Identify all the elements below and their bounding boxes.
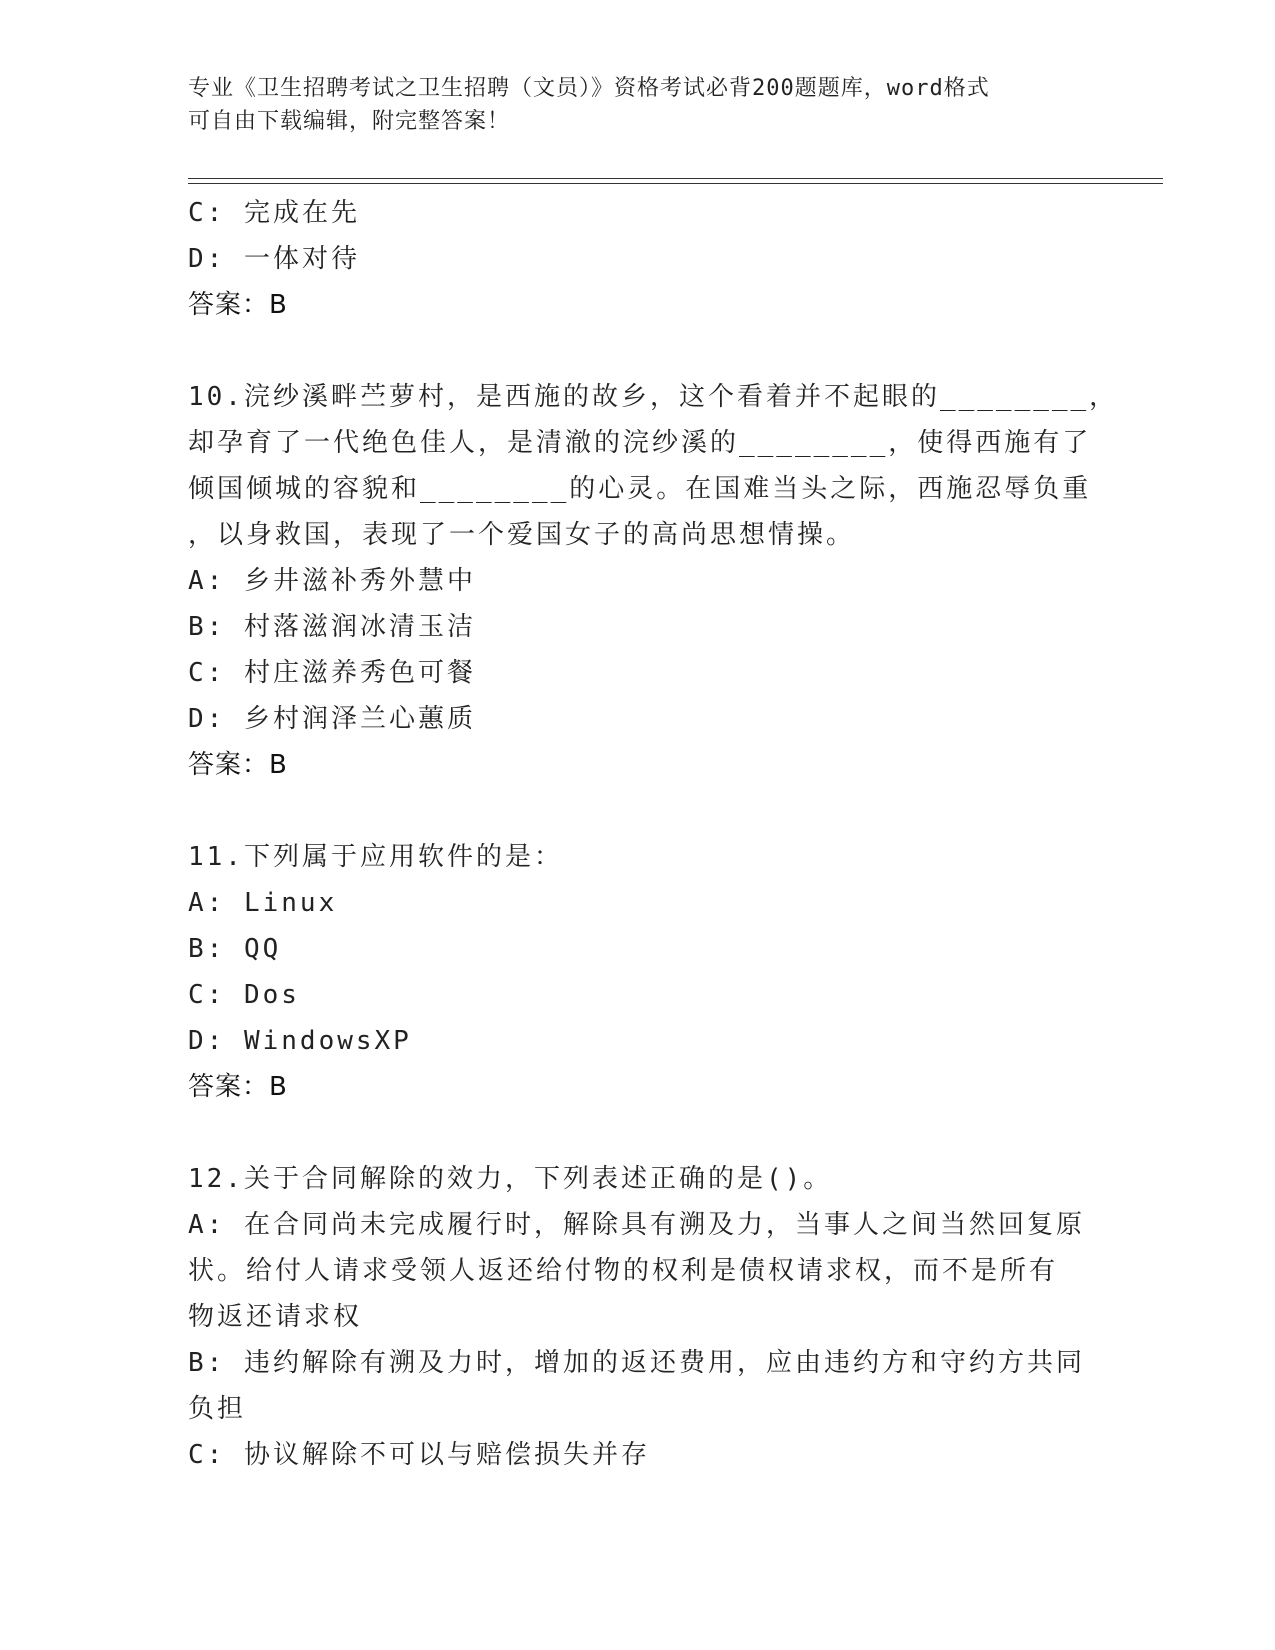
question-10 [188,374,1168,788]
question-content [188,190,1168,1478]
option-d: D: 乡村润泽兰心蕙质 [188,704,476,734]
question-stem: 12.关于合同解除的效力，下列表述正确的是()。 [188,1164,833,1194]
option-c: C: Dos [188,980,300,1010]
option-b: B: QQ [188,934,282,964]
answer-line: 答案：B [188,290,288,320]
option-c: C: 村庄滋养秀色可餐 [188,658,476,688]
option-d: D: 一体对待 [188,244,360,274]
question-stem: 11.下列属于应用软件的是： [188,842,563,872]
question-9-tail [188,190,1168,328]
header-divider [188,178,1163,184]
document-header [188,72,1088,138]
answer-line: 答案：B [188,750,288,780]
option-b: B: 村落滋润冰清玉洁 [188,612,476,642]
option-a: A: 乡井滋补秀外慧中 [188,566,476,596]
option-a-continued: 状。给付人请求受领人返还给付物的权利是债权请求权，而不是所有 [188,1256,1059,1286]
answer-line: 答案：B [188,1072,288,1102]
question-12 [188,1156,1168,1478]
option-c: C: 协议解除不可以与赔偿损失并存 [188,1440,650,1470]
option-c: C: 完成在先 [188,198,360,228]
question-11 [188,834,1168,1110]
option-b: B: 违约解除有溯及力时，增加的返还费用，应由违约方和守约方共同 [188,1348,1085,1378]
spacer [188,1110,1168,1156]
question-stem: 倾国倾城的容貌和________的心灵。在国难当头之际，西施忍辱负重 [188,474,1092,504]
question-stem: 却孕育了一代绝色佳人，是清澈的浣纱溪的________，使得西施有了 [188,428,1092,458]
header-title-line-2: 可自由下载编辑，附完整答案！ [188,109,511,134]
option-d: D: WindowsXP [188,1026,412,1056]
header-title-line-1: 专业《卫生招聘考试之卫生招聘（文员）》资格考试必背200题题库，word格式 [188,76,990,101]
option-a-continued: 物返还请求权 [188,1302,363,1332]
question-stem: ，以身救国，表现了一个爱国女子的高尚思想情操。 [188,520,856,550]
question-stem: 10.浣纱溪畔苎萝村，是西施的故乡，这个看着并不起眼的________， [188,382,1119,412]
spacer [188,328,1168,374]
spacer [188,788,1168,834]
option-a: A: 在合同尚未完成履行时，解除具有溯及力，当事人之间当然回复原 [188,1210,1085,1240]
option-a: A: Linux [188,888,338,918]
option-b-continued: 负担 [188,1394,247,1424]
